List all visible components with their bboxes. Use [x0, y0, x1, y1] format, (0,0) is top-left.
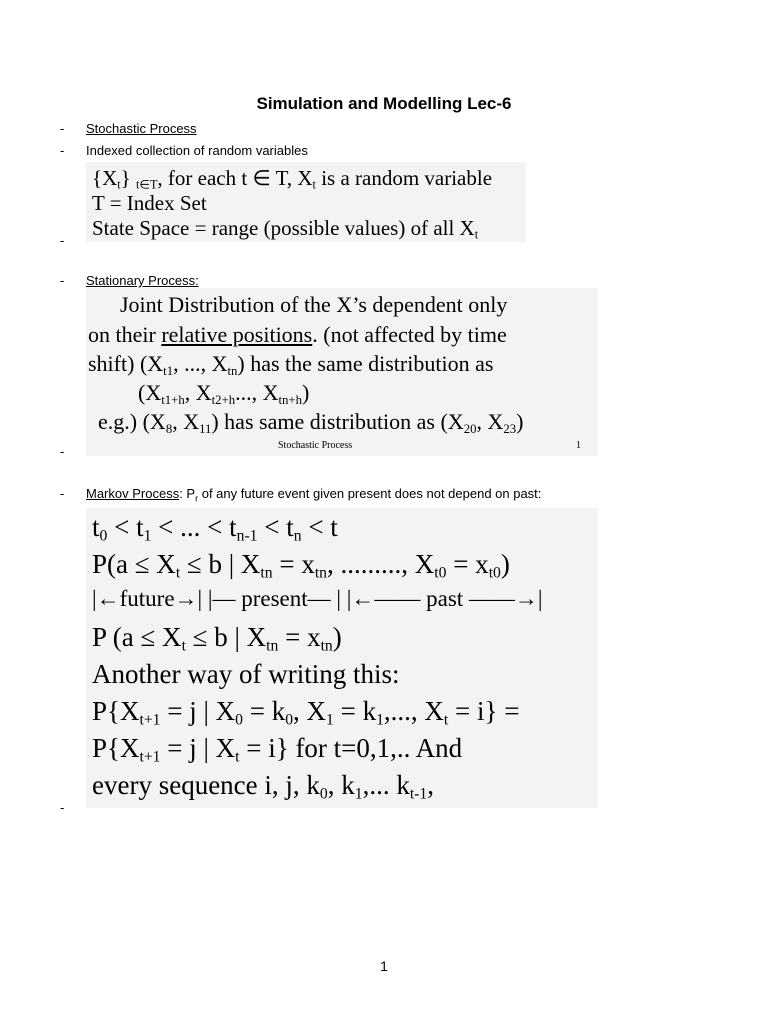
- box2-footer-page-number: 1: [576, 440, 581, 451]
- page-number: 1: [380, 958, 388, 974]
- box2-line-5: e.g.) ($X_8$, $X_{11}$) has same distribution as ($X_{20}$, $X_{23}$): [98, 409, 524, 436]
- box3-line-1: $t_0 < t_1$ < ... < $t_{n-1} < t_n < t$: [92, 512, 338, 545]
- markov-image-box: [86, 508, 598, 808]
- bullet-dash: -: [60, 143, 65, 158]
- box2-line-3: shift) ($X_{t1}$, ..., $X_{tn}$) has the same distribution as: [88, 351, 494, 378]
- bullet-indexed-collection: Indexed collection of random variables: [86, 143, 308, 158]
- page-title: Simulation and Modelling Lec-6: [256, 94, 512, 113]
- bullet-stationary-process: Stationary Process:: [86, 273, 199, 288]
- bullet-stochastic-process: Stochastic Process: [86, 121, 197, 136]
- stationary-image-box: [86, 288, 598, 456]
- definition-image-box: [86, 162, 526, 242]
- box2-line-4: ($X_{t1+h}$, $X_{t2+h}$..., $X_{tn+h}$): [138, 380, 310, 407]
- box1-line-2: T = Index Set: [92, 191, 207, 215]
- bullet-markov-process: Markov Process: $P_r$ of any future event given present does not depend on past:: [86, 486, 542, 504]
- box1-line-3: State Space = range (possible values) of all $X_t$: [92, 216, 479, 242]
- bullet-dash: -: [60, 486, 65, 501]
- box3-line-8: every sequence i, j, $k_0$, $k_1$,... $k_{t-1}$,: [92, 770, 434, 803]
- box3-line-6: $P\{X_{t+1} = j$ | $X_0 = k_0$, $X_1 = k_1$,..., $X_t = i$} =: [92, 696, 520, 729]
- box3-line-3: |←future→| |— present— | |←—— past ——→|: [92, 586, 543, 611]
- bullet-dash: -: [60, 233, 65, 248]
- bullet-dash: -: [60, 444, 65, 459]
- bullet-dash: -: [60, 273, 65, 288]
- bullet-dash: -: [60, 800, 65, 815]
- box2-line-2: on their relative positions. (not affected by time: [88, 322, 507, 347]
- box3-line-5: Another way of writing this:: [92, 659, 400, 689]
- box3-line-2: $P(a \le X_t \le b$ | $X_{tn} = x_{tn}$, ........., $X_{t0} = x_{t0}$): [92, 549, 510, 582]
- box3-line-4: P ($a \le X_t \le b$ | $X_{tn} = x_{tn}$): [92, 622, 342, 655]
- bullet-dash: -: [60, 121, 65, 136]
- box2-footer: Stochastic Process: [278, 440, 353, 451]
- box1-line-1: $\{X_t\}$ $_{t\in T}$, for each t ∈ T, $X_t$ is a random variable: [92, 166, 493, 192]
- box3-line-7: $P\{X_{t+1} = j$ | $X_t = i$} for t=0,1,.. And: [92, 733, 463, 766]
- box2-line-1: Joint Distribution of the X’s dependent only: [120, 292, 508, 317]
